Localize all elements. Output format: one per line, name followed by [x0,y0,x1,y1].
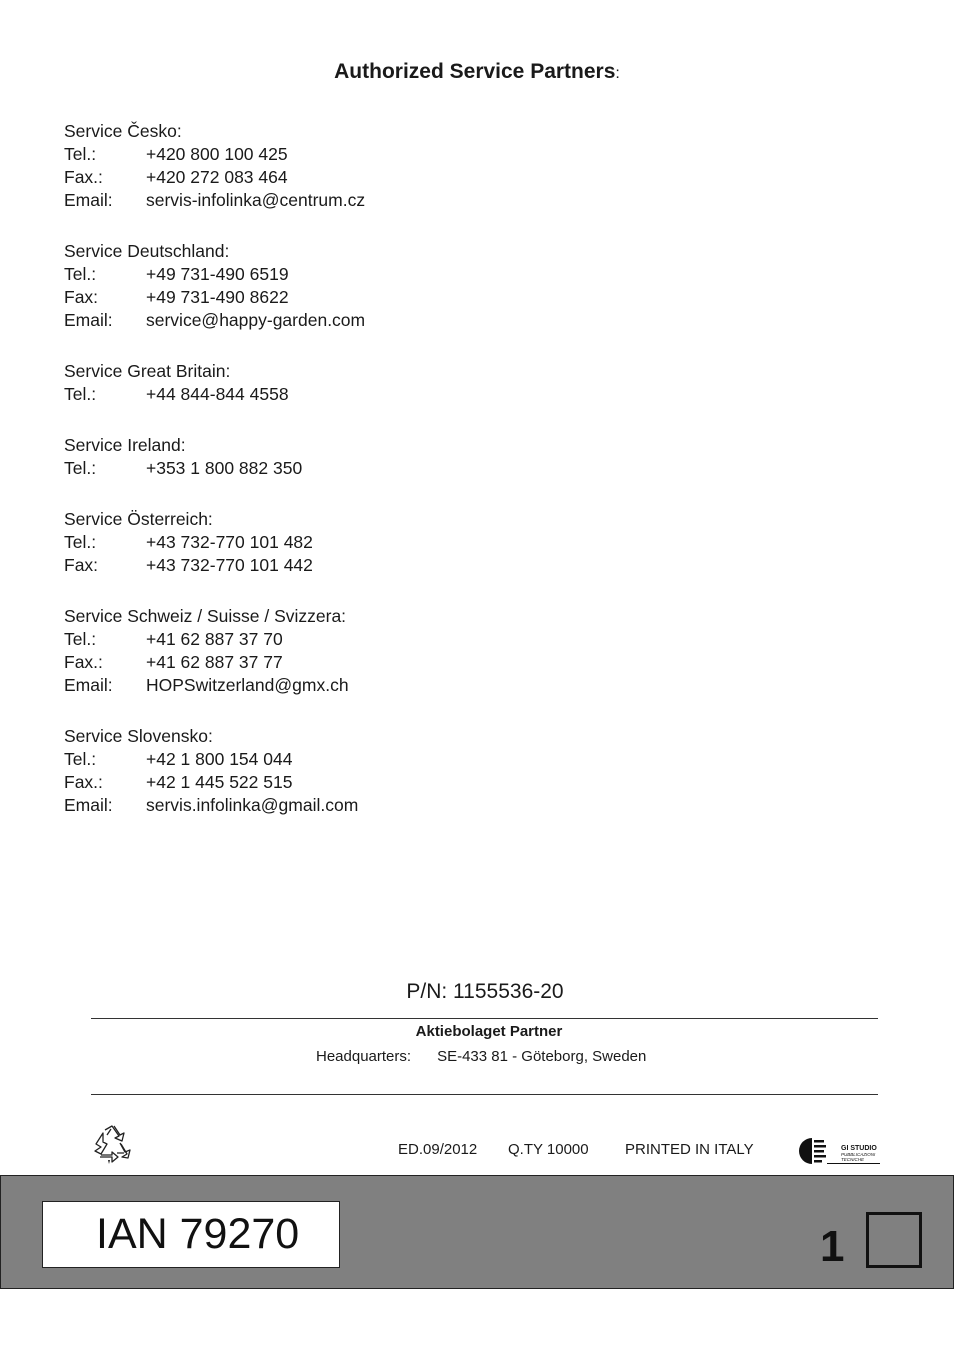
service-name: Service Great Britain: [64,361,231,381]
svg-text:GI STUDIO: GI STUDIO [841,1145,877,1152]
contact-line [64,263,365,286]
service-contact-list [64,120,365,845]
service-name: Service Ireland: [64,435,186,455]
service-name: Service Schweiz / Suisse / Svizzera: [64,606,347,626]
recycle-icon [91,1124,133,1164]
page-title [0,60,954,84]
contact-label: Tel.: [64,532,97,552]
service-name: Service Česko: [64,121,182,141]
contact-line [64,143,365,166]
contact-value: +41 62 887 37 77 [146,652,283,672]
contact-label: Fax: [64,555,99,575]
edition-text: ED.09/2012 [398,1141,478,1158]
service-block-great-britain [64,360,365,406]
service-block-osterreich [64,508,365,577]
contact-email: servis-infolinka@centrum.cz [146,190,366,210]
hq-label: Headquarters: [316,1048,412,1065]
contact-value: +49 731-490 6519 [146,264,289,284]
printed-text: PRINTED IN ITALY [625,1141,754,1158]
contact-line [64,771,365,794]
quantity-text: Q.TY 10000 [508,1141,589,1158]
contact-value: +49 731-490 8622 [146,287,289,307]
contact-label: Fax.: [64,652,103,672]
contact-label: Tel.: [64,384,97,404]
contact-label: Email: [64,675,113,695]
company-name: Aktiebolaget Partner [415,1023,563,1040]
service-block-ireland [64,434,365,480]
contact-value: +44 844-844 4558 [146,384,289,404]
contact-label: Tel.: [64,458,97,478]
contact-email: servis.infolinka@gmail.com [146,795,359,815]
svg-text:TECNICHE: TECNICHE [841,1157,865,1162]
contact-value: +420 800 100 425 [146,144,288,164]
gi-studio-logo [797,1136,881,1166]
contact-line [64,189,365,212]
service-block-deutschland [64,240,365,332]
service-block-cesko [64,120,365,212]
contact-line [64,531,365,554]
title-text: Authorized Service Partners [334,60,616,83]
contact-line [64,383,365,406]
contact-value: +41 62 887 37 70 [146,629,283,649]
contact-line [64,457,365,480]
contact-label: Fax.: [64,167,103,187]
contact-line [64,628,365,651]
contact-value: +420 272 083 464 [146,167,288,187]
divider-bottom [91,1094,878,1095]
service-name: Service Österreich: [64,509,213,529]
contact-label: Email: [64,190,113,210]
contact-email: HOPSwitzerland@gmx.ch [146,675,349,695]
contact-line [64,674,365,697]
ian-number: IAN 79270 [96,1210,300,1258]
contact-value: +353 1 800 882 350 [146,458,303,478]
ian-box [42,1201,340,1268]
contact-line [64,309,365,332]
part-number: P/N: 1155536-20 [406,980,564,1003]
contact-value: +42 1 445 522 515 [146,772,293,792]
title-colon: : [615,65,620,82]
service-block-slovensko [64,725,365,817]
contact-label: Tel.: [64,144,97,164]
svg-text:PUBBLICAZIONI: PUBBLICAZIONI [841,1152,876,1157]
service-name: Service Slovensko: [64,726,213,746]
page-number: 1 [820,1222,845,1271]
hq-address: SE-433 81 - Göteborg, Sweden [437,1048,647,1065]
contact-email: service@happy-garden.com [146,310,366,330]
contact-line [64,651,365,674]
contact-line [64,794,365,817]
contact-label: Fax: [64,287,99,307]
divider-top [91,1018,878,1019]
contact-line [64,554,365,577]
contact-line [64,748,365,771]
contact-value: +42 1 800 154 044 [146,749,293,769]
contact-line [64,286,365,309]
corner-square [866,1212,922,1268]
headquarters-line [316,1048,646,1065]
contact-label: Fax.: [64,772,103,792]
contact-label: Tel.: [64,629,97,649]
contact-label: Tel.: [64,264,97,284]
service-block-schweiz [64,605,365,697]
contact-value: +43 732-770 101 482 [146,532,313,552]
service-name: Service Deutschland: [64,241,230,261]
contact-line [64,166,365,189]
contact-label: Email: [64,310,113,330]
contact-label: Tel.: [64,749,97,769]
contact-value: +43 732-770 101 442 [146,555,313,575]
contact-label: Email: [64,795,113,815]
